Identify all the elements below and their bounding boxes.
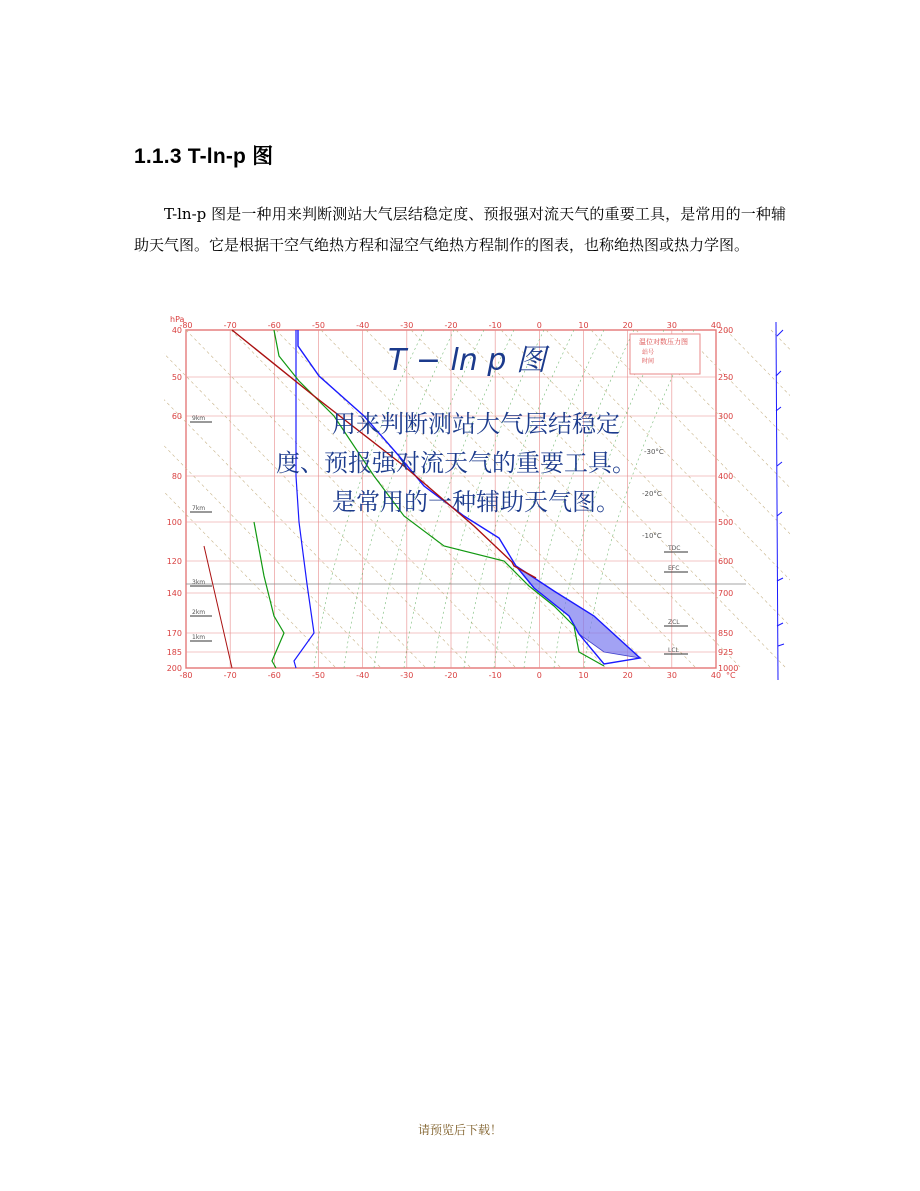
legend-line-1: 温位对数压力图 xyxy=(639,338,688,346)
temp-tick-bottom: -40 xyxy=(356,671,370,680)
temp-tick-top: -30 xyxy=(400,321,414,330)
left-pressure-tick: 170 xyxy=(166,629,182,638)
temp-tick-top: -80 xyxy=(179,321,193,330)
overlay-line-1: 用来判断测站大气层结稳定 xyxy=(332,410,620,438)
diagram-title: T − ln p 图 xyxy=(388,343,546,378)
temp-tick-bottom: -30 xyxy=(400,671,414,680)
wind-barb-strip xyxy=(776,322,784,680)
level-mark-label: ZCL xyxy=(668,619,680,626)
level-mark-label: EFC xyxy=(668,565,680,572)
temp-tick-top: 20 xyxy=(622,321,633,330)
temp-tick-bottom: 20 xyxy=(622,671,633,680)
temp-tick-bottom: -80 xyxy=(179,671,193,680)
footer-note: 请预览后下载！ xyxy=(417,1123,502,1137)
pressure-unit-label: hPa xyxy=(170,316,185,324)
temp-tick-top: 10 xyxy=(578,321,589,330)
temp-tick-bottom: -60 xyxy=(267,671,281,680)
temp-tick-bottom: -20 xyxy=(444,671,458,680)
dry-adiabat xyxy=(681,330,790,668)
left-pressure-tick: 185 xyxy=(166,648,182,657)
isotherm-annotation: -20°C xyxy=(642,490,662,498)
isotherm-annotation: -10°C xyxy=(642,532,662,540)
left-pressure-tick: 60 xyxy=(171,412,182,421)
overlay-line-3: 是常用的一种辅助天气图。 xyxy=(332,488,620,516)
legend-line-2: 站号 xyxy=(642,349,655,356)
temp-tick-top: 0 xyxy=(536,321,542,330)
temp-tick-top: -50 xyxy=(311,321,326,330)
height-mark-label: 9km xyxy=(192,415,206,422)
dry-adiabat xyxy=(771,330,790,668)
left-pressure-tick: 80 xyxy=(171,472,182,481)
left-pressure-tick: 140 xyxy=(166,589,182,598)
height-mark-label: 7km xyxy=(192,505,206,512)
temp-tick-top: -60 xyxy=(267,321,281,330)
lower-dewpoint-curve xyxy=(254,522,284,668)
left-pressure-tick: 120 xyxy=(166,557,182,566)
section-heading: 1.1.3 T-ln-p 图 xyxy=(134,145,274,168)
dry-path-curve xyxy=(204,546,232,668)
temp-tick-top: -70 xyxy=(223,321,237,330)
temp-tick-bottom: 0 xyxy=(536,671,542,680)
right-pressure-tick: 200 xyxy=(718,326,734,335)
temp-tick-top: -20 xyxy=(444,321,458,330)
dry-adiabat xyxy=(726,330,790,668)
isotherm-annotation: -30°C xyxy=(644,448,664,456)
right-pressure-tick: 700 xyxy=(718,589,734,598)
right-pressure-tick: 600 xyxy=(718,557,734,566)
height-mark-label: 1km xyxy=(192,634,206,641)
temp-tick-top: -40 xyxy=(356,321,370,330)
level-mark-label: TDC xyxy=(668,545,681,552)
temp-tick-bottom: 30 xyxy=(666,671,677,680)
height-mark-label: 3km xyxy=(192,579,206,586)
right-pressure-tick: 850 xyxy=(718,629,734,638)
left-pressure-tick: 50 xyxy=(171,373,182,382)
temp-tick-bottom: -10 xyxy=(488,671,502,680)
temp-tick-bottom: -70 xyxy=(223,671,237,680)
right-pressure-tick: 250 xyxy=(718,373,734,382)
temp-tick-top: 30 xyxy=(666,321,677,330)
temp-tick-bottom: 40 xyxy=(710,671,722,680)
upper-temperature-curve xyxy=(294,330,314,668)
temp-unit-label: °C xyxy=(726,671,736,680)
right-pressure-tick: 500 xyxy=(718,518,734,527)
right-pressure-tick: 300 xyxy=(718,412,734,421)
level-mark-label: LCL xyxy=(668,647,679,654)
dry-adiabat xyxy=(636,330,790,668)
left-pressure-tick: 200 xyxy=(166,664,182,673)
left-pressure-tick: 100 xyxy=(166,518,182,527)
height-mark-label: 2km xyxy=(192,609,206,616)
body-paragraph: T-ln-p 图是一种用来判断测站大气层结稳定度、预报强对流天气的重要工具，是常用的一种辅助天气图。它是根据干空气绝热方程和湿空气绝热方程制作的图表，也称绝热图或热力学图。 xyxy=(134,205,786,254)
temp-tick-top: -10 xyxy=(488,321,502,330)
legend-line-3: 时间 xyxy=(642,358,655,365)
overlay-line-2: 度、预报强对流天气的重要工具。 xyxy=(276,449,636,477)
temp-tick-bottom: -50 xyxy=(311,671,326,680)
right-pressure-tick: 925 xyxy=(718,648,734,657)
right-pressure-tick: 400 xyxy=(718,472,734,481)
left-pressure-tick: 40 xyxy=(171,326,182,335)
temp-tick-bottom: 10 xyxy=(578,671,589,680)
tlnp-diagram xyxy=(164,316,790,692)
temp-tick-top: 40 xyxy=(710,321,722,330)
dry-adiabat xyxy=(164,330,336,668)
right-pressure-tick: 1000 xyxy=(718,664,739,673)
diagram-legend xyxy=(630,334,700,374)
